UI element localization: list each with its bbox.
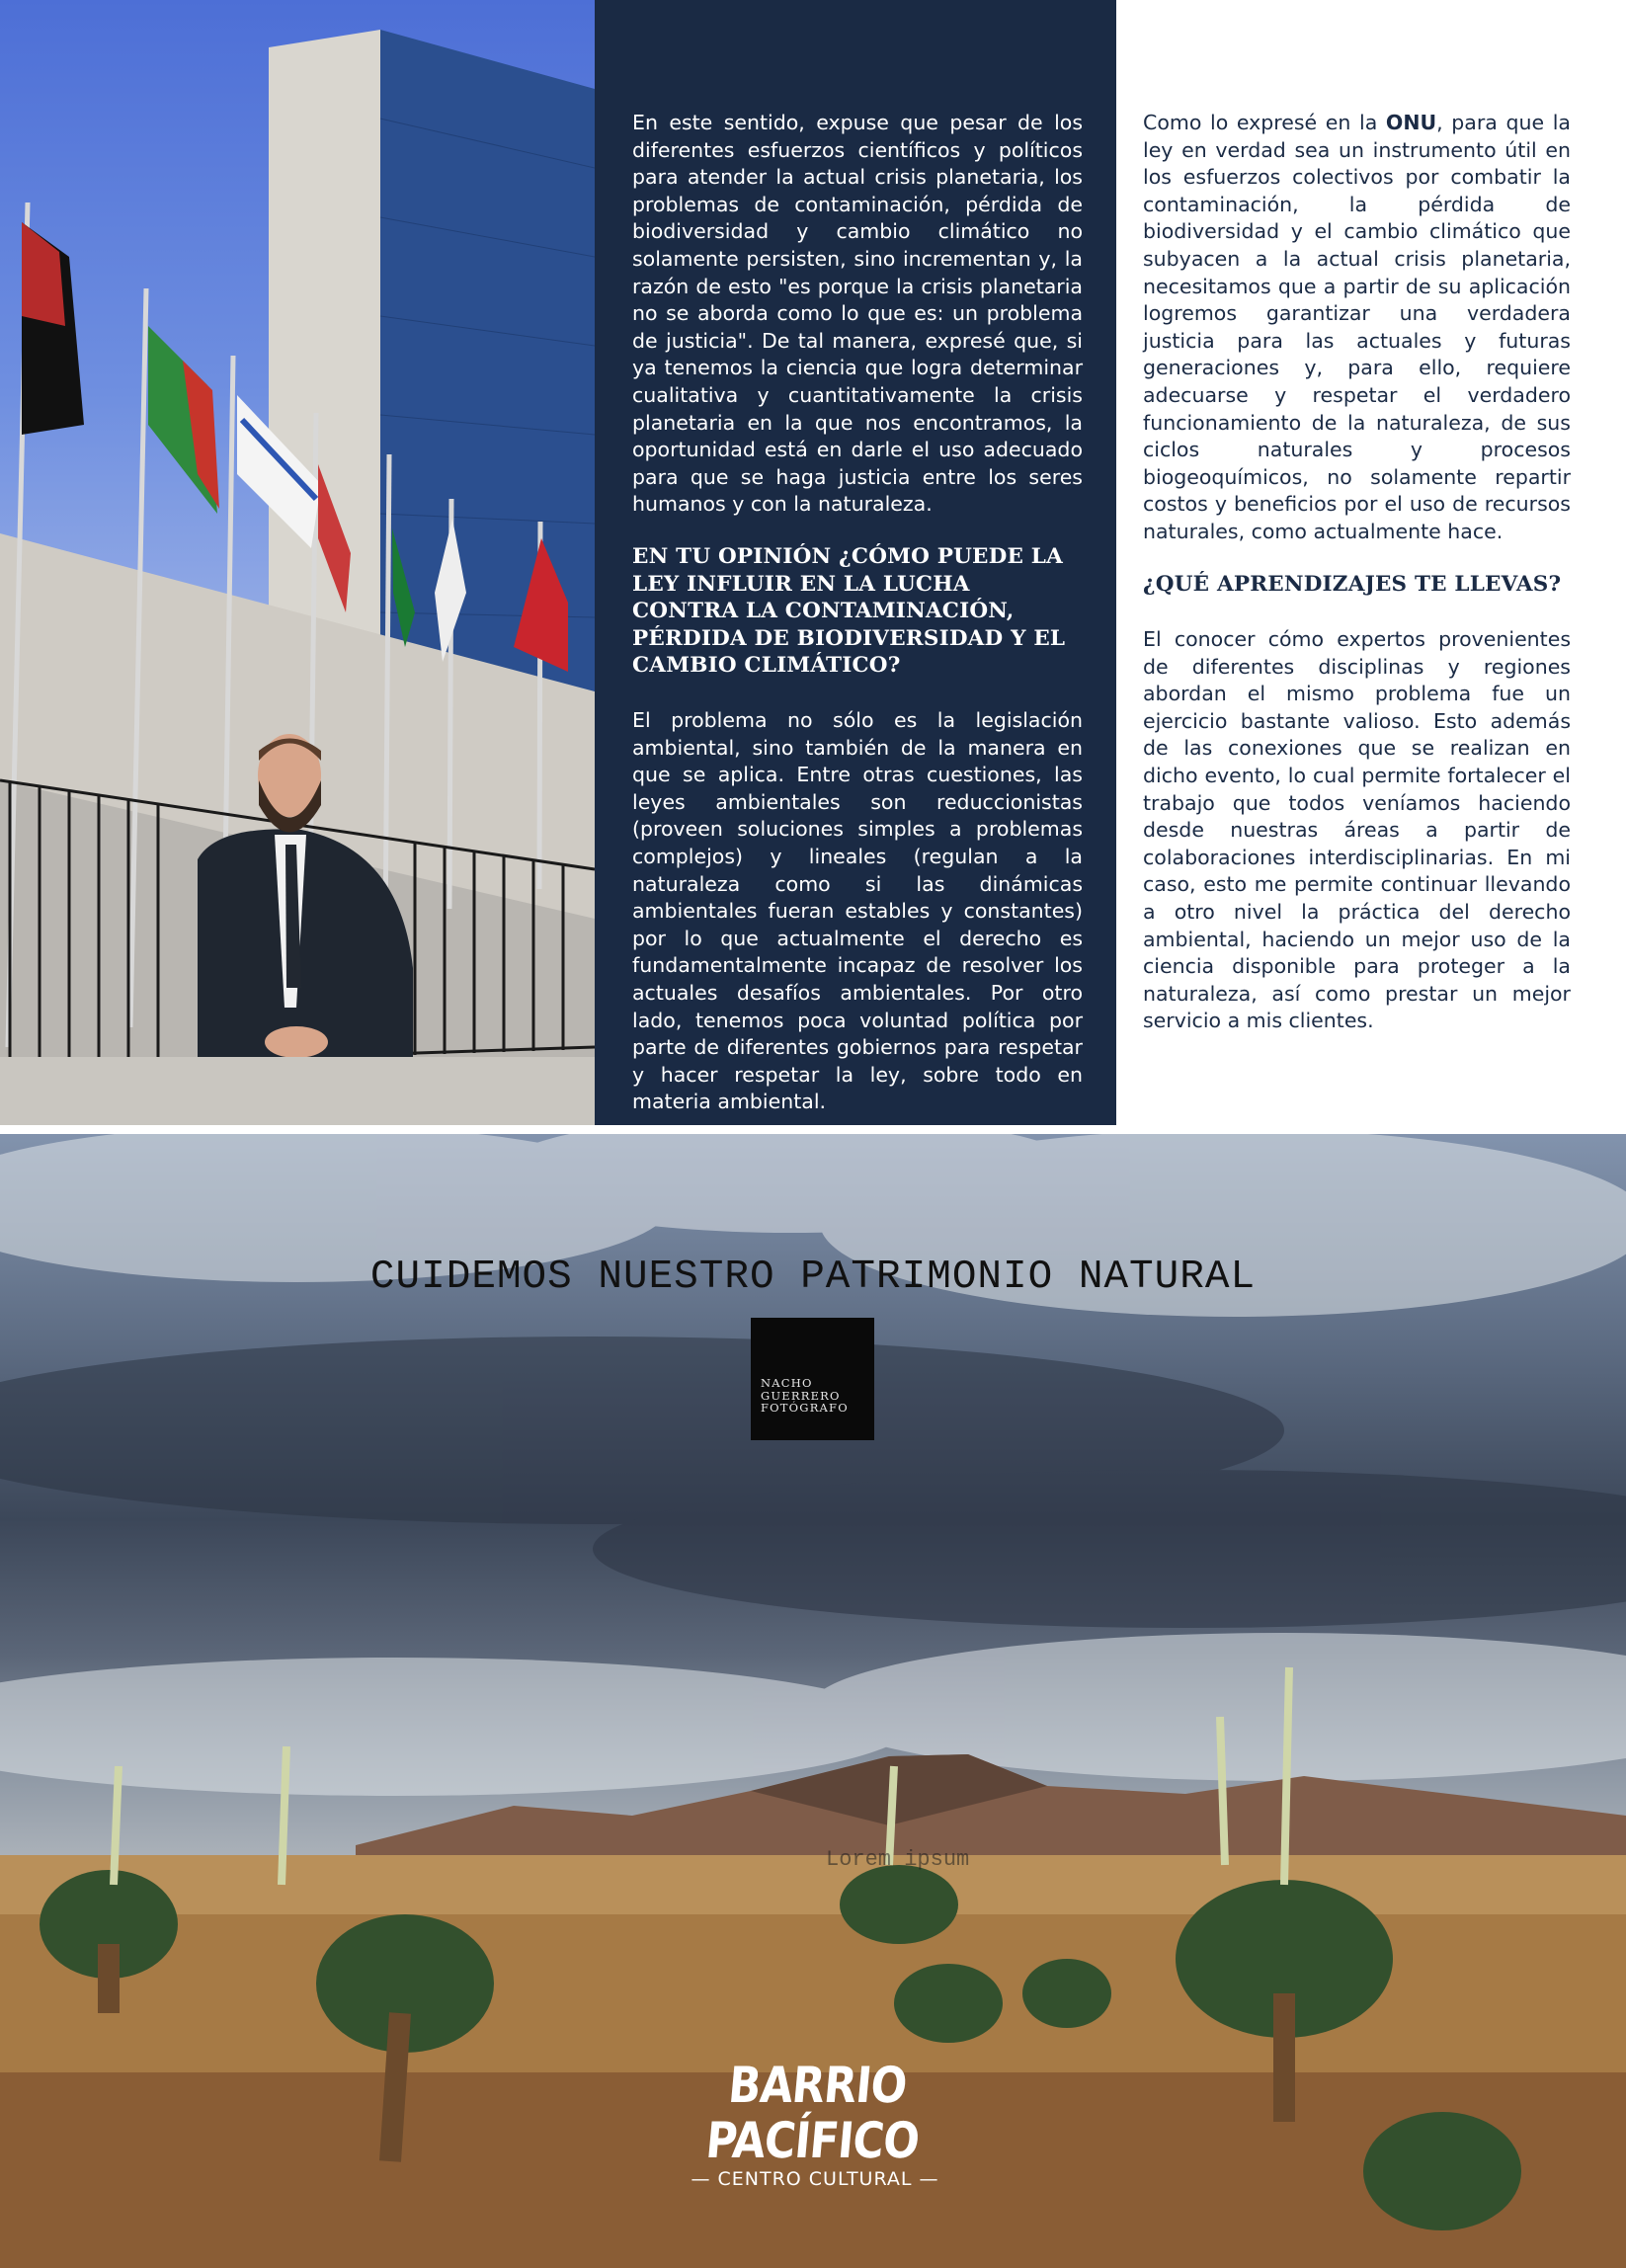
- un-headquarters-photo: [0, 0, 595, 1125]
- logo-line-2: GUERRERO: [761, 1388, 841, 1403]
- right-text-column: [1116, 0, 1626, 1125]
- barrio-pacifico-logo: [632, 2058, 998, 2190]
- brand-title: BARRIO PACÍFICO: [703, 2057, 922, 2169]
- placeholder-text: Lorem ipsum: [826, 1847, 970, 1872]
- brand-subtitle: — CENTRO CULTURAL —: [691, 2168, 939, 2190]
- photographer-logo: [751, 1318, 874, 1440]
- center-answer-paragraph: El problema no sólo es la legislación ambiental, sino también de la manera en que se aplica. Entre otras cuestiones, las leyes ambientales son reduccionistas (proveen soluciones simples a problemas complejos) y lineales (regulan a la naturaleza como si las dinámicas ambientales fueran estables y constantes) por lo que actualmente el derecho es fundamentalmente incapaz de resolver los actuales desafíos ambientales. Por otro lado, tenemos poca voluntad política por parte de diferentes gobiernos para respetar y hacer respetar la ley, sobre todo en materia ambiental.: [632, 708, 1083, 1114]
- center-question-heading: EN TU OPINIÓN ¿CÓMO PUEDE LA LEY INFLUIR EN LA LUCHA CONTRA LA CONTAMINACIÓN, PÉRDIDA DE BIODIVERSIDAD Y EL CAMBIO CLIMÁTICO?: [632, 544, 1066, 679]
- un-photo-illustration: [0, 0, 595, 1125]
- ad-tagline: CUIDEMOS NUESTRO PATRIMONIO NATURAL: [369, 1255, 1257, 1300]
- right-question-heading: ¿QUÉ APRENDIZAJES TE LLEVAS?: [1143, 572, 1562, 597]
- intro-text-after: , para que la ley en verdad sea un instrumento útil en los esfuerzos colectivos por combatir la contaminación, la pérdida de biodiversidad y el cambio climático que subyacen a la actual crisis planetaria, necesitamos que a partir de su aplicación logremos garantizar una verdadera justicia para las actuales y futuras generaciones y, para ello, requiere adecuarse y respetar el verdadero funcionamiento de la naturaleza, de sus ciclos naturales y procesos biogeoquímicos, no solamente repartir costos y beneficios por el uso de recursos naturales, como actualmente hace.: [1143, 111, 1571, 543]
- onu-emphasis: ONU: [1385, 111, 1437, 134]
- right-answer-paragraph: El conocer cómo expertos provenientes de diferentes disciplinas y regiones abordan el mismo problema fue un ejercicio bastante valioso. Esto además de las conexiones que se realizan en dicho evento, lo cual permite fortalecer el trabajo que todos veníamos haciendo desde nuestras áreas a partir de colaboraciones interdisciplinarias. En mi caso, esto me permite continuar llevando a otro nivel la práctica del derecho ambiental, haciendo un mejor uso de la ciencia disponible para proteger a la naturaleza, así como prestar un mejor servicio a mis clientes.: [1143, 627, 1571, 1033]
- desert-landscape-ad: [0, 1134, 1626, 2268]
- center-intro-paragraph: En este sentido, expuse que pesar de los diferentes esfuerzos científicos y políticos para atender la actual crisis planetaria, los problemas de contaminación, pérdida de biodiversidad y cambio climático no solamente persisten, sino incrementan y, la razón de esto "es porque la crisis planetaria no se aborda como lo que es: un problema de justicia". De tal manera, expresé que, si ya tenemos la ciencia que logra determinar cualitativa y cuantitativamente la crisis planetaria en la que nos encontramos, la oportunidad está en darle el uso adecuado para que se haga justicia entre los seres humanos y con la naturaleza.: [632, 111, 1083, 517]
- right-intro-paragraph: [1143, 110, 1571, 546]
- logo-line-3: FOTÓGRAFO: [761, 1401, 849, 1415]
- photographer-logo-text: [761, 1377, 867, 1415]
- intro-text-before: Como lo expresé en la: [1143, 111, 1386, 134]
- center-text-column: [595, 0, 1116, 1125]
- logo-line-1: NACHO: [761, 1376, 813, 1390]
